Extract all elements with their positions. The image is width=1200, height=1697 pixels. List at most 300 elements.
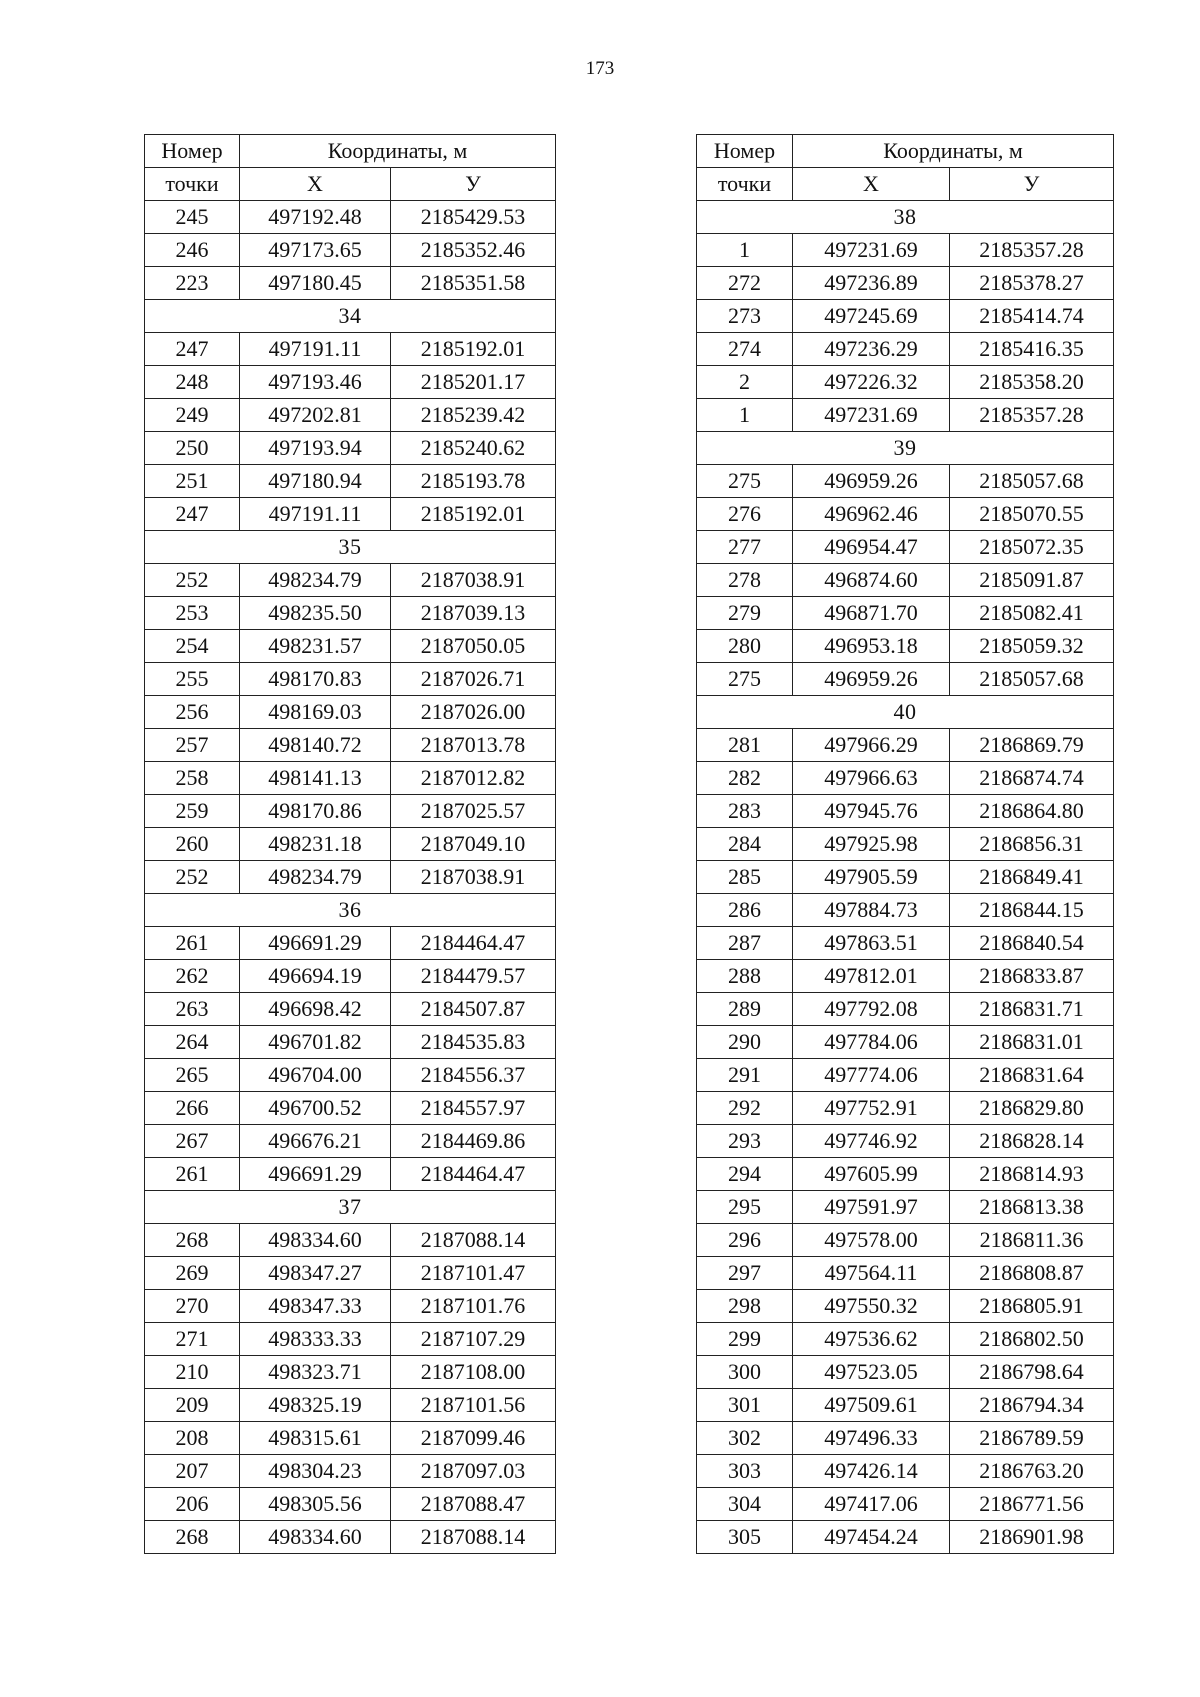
table-row [697,993,1114,1026]
point-number-cell: 271 [145,1323,240,1356]
point-number-cell: 2 [697,366,793,399]
y-cell: 2186829.80 [950,1092,1114,1125]
y-cell: 2186808.87 [950,1257,1114,1290]
x-cell: 497774.06 [793,1059,950,1092]
table-row [697,861,1114,894]
group-row [697,696,1114,729]
x-cell: 497193.46 [240,366,391,399]
table-row [145,861,556,894]
point-number-cell: 281 [697,729,793,762]
y-cell: 2186831.64 [950,1059,1114,1092]
point-number-cell: 302 [697,1422,793,1455]
y-cell: 2187101.76 [391,1290,556,1323]
y-cell: 2186833.87 [950,960,1114,993]
table-row [145,399,556,432]
x-cell: 497496.33 [793,1422,950,1455]
table-row [145,993,556,1026]
point-number-cell: 209 [145,1389,240,1422]
table-row [145,1521,556,1554]
table-row [145,795,556,828]
point-number-cell: 223 [145,267,240,300]
table-row [697,960,1114,993]
table-row [145,696,556,729]
x-cell: 496874.60 [793,564,950,597]
point-number-cell: 268 [145,1521,240,1554]
group-number: 36 [145,894,556,927]
table-row [697,234,1114,267]
table-row [145,201,556,234]
point-number-cell: 285 [697,861,793,894]
point-number-cell: 261 [145,1158,240,1191]
x-cell: 497236.89 [793,267,950,300]
x-cell: 496953.18 [793,630,950,663]
x-cell: 496871.70 [793,597,950,630]
table-row [697,531,1114,564]
y-cell: 2187039.13 [391,597,556,630]
y-cell: 2187088.47 [391,1488,556,1521]
table-row [697,927,1114,960]
point-number-cell: 208 [145,1422,240,1455]
table-row [145,564,556,597]
y-cell: 2187025.57 [391,795,556,828]
point-number-cell: 262 [145,960,240,993]
table-row [145,1092,556,1125]
y-cell: 2185357.28 [950,399,1114,432]
point-number-cell: 257 [145,729,240,762]
point-number-cell: 283 [697,795,793,828]
y-cell: 2185416.35 [950,333,1114,366]
table-row [145,1059,556,1092]
y-cell: 2186814.93 [950,1158,1114,1191]
point-number-cell: 297 [697,1257,793,1290]
x-cell: 496694.19 [240,960,391,993]
table-row [145,267,556,300]
x-cell: 498169.03 [240,696,391,729]
point-number-cell: 265 [145,1059,240,1092]
y-cell: 2186864.80 [950,795,1114,828]
coordinates-table-right [696,134,1114,1554]
point-number-cell: 250 [145,432,240,465]
table-row [145,597,556,630]
y-cell: 2184464.47 [391,1158,556,1191]
y-cell: 2184479.57 [391,960,556,993]
x-cell: 498305.56 [240,1488,391,1521]
y-cell: 2185357.28 [950,234,1114,267]
point-number-cell: 252 [145,564,240,597]
y-cell: 2186813.38 [950,1191,1114,1224]
table-row [697,1521,1114,1554]
group-row [145,894,556,927]
table-row [697,1488,1114,1521]
x-cell: 497945.76 [793,795,950,828]
table-row [697,828,1114,861]
point-number-cell: 276 [697,498,793,531]
table-row [697,1323,1114,1356]
table-row [697,663,1114,696]
x-cell: 497746.92 [793,1125,950,1158]
x-cell: 498234.79 [240,861,391,894]
table-row [145,828,556,861]
table-row [145,1488,556,1521]
x-cell: 496700.52 [240,1092,391,1125]
x-cell: 498231.18 [240,828,391,861]
x-cell: 497812.01 [793,960,950,993]
x-cell: 498141.13 [240,762,391,795]
point-number-cell: 206 [145,1488,240,1521]
point-number-cell: 305 [697,1521,793,1554]
table-row [145,498,556,531]
x-cell: 496959.26 [793,663,950,696]
table-row [697,399,1114,432]
point-number-cell: 300 [697,1356,793,1389]
y-cell: 2186874.74 [950,762,1114,795]
y-cell: 2187107.29 [391,1323,556,1356]
table-row [697,630,1114,663]
y-cell: 2187012.82 [391,762,556,795]
point-number-cell: 266 [145,1092,240,1125]
y-cell: 2186805.91 [950,1290,1114,1323]
table-row [145,1356,556,1389]
x-cell: 497202.81 [240,399,391,432]
y-cell: 2187088.14 [391,1224,556,1257]
group-row [145,300,556,333]
x-cell: 498334.60 [240,1224,391,1257]
point-number-cell: 296 [697,1224,793,1257]
point-number-cell: 210 [145,1356,240,1389]
y-cell: 2184507.87 [391,993,556,1026]
coordinates-header: Координаты, м [793,135,1114,168]
group-number: 37 [145,1191,556,1224]
point-number-header: точки [145,168,240,201]
x-cell: 497523.05 [793,1356,950,1389]
table-row [697,1125,1114,1158]
y-cell: 2186763.20 [950,1455,1114,1488]
y-cell: 2186771.56 [950,1488,1114,1521]
table-row [145,1389,556,1422]
table-row [697,1092,1114,1125]
header-row [697,168,1114,201]
table-row [697,1026,1114,1059]
x-cell: 497591.97 [793,1191,950,1224]
x-cell: 497180.94 [240,465,391,498]
x-cell: 497191.11 [240,333,391,366]
x-cell: 497231.69 [793,234,950,267]
y-cell: 2185239.42 [391,399,556,432]
x-cell: 496691.29 [240,927,391,960]
point-number-cell: 249 [145,399,240,432]
point-number-cell: 246 [145,234,240,267]
y-cell: 2187013.78 [391,729,556,762]
table-row [697,597,1114,630]
y-cell: 2186798.64 [950,1356,1114,1389]
table-row [145,927,556,960]
y-cell: 2185429.53 [391,201,556,234]
x-cell: 496691.29 [240,1158,391,1191]
table-row [697,1455,1114,1488]
table-row [145,1257,556,1290]
x-cell: 498170.86 [240,795,391,828]
table-row [697,300,1114,333]
group-number: 35 [145,531,556,564]
y-cell: 2187088.14 [391,1521,556,1554]
y-cell: 2185070.55 [950,498,1114,531]
point-number-cell: 207 [145,1455,240,1488]
table-row [697,465,1114,498]
x-cell: 498235.50 [240,597,391,630]
table-row [145,762,556,795]
y-cell: 2187026.00 [391,696,556,729]
x-cell: 496962.46 [793,498,950,531]
y-cell: 2186828.14 [950,1125,1114,1158]
point-number-cell: 287 [697,927,793,960]
table-row [145,1125,556,1158]
x-cell: 497236.29 [793,333,950,366]
x-cell: 498347.33 [240,1290,391,1323]
point-number-cell: 273 [697,300,793,333]
point-number-cell: 303 [697,1455,793,1488]
table-row [697,762,1114,795]
point-number-cell: 292 [697,1092,793,1125]
y-cell: 2185082.41 [950,597,1114,630]
point-number-cell: 280 [697,630,793,663]
table-row [145,1422,556,1455]
y-cell: 2185378.27 [950,267,1114,300]
table-row [697,1422,1114,1455]
point-number-cell: 304 [697,1488,793,1521]
x-cell: 498304.23 [240,1455,391,1488]
point-number-cell: 279 [697,597,793,630]
table-row [697,1191,1114,1224]
y-cell: 2185192.01 [391,498,556,531]
y-cell: 2185201.17 [391,366,556,399]
x-cell: 498333.33 [240,1323,391,1356]
y-cell: 2187050.05 [391,630,556,663]
table-row [145,333,556,366]
group-row [145,1191,556,1224]
group-number: 40 [697,696,1114,729]
y-cell: 2186831.01 [950,1026,1114,1059]
x-cell: 497925.98 [793,828,950,861]
table-row [697,267,1114,300]
table-row [145,465,556,498]
table-row [697,1389,1114,1422]
y-cell: 2184469.86 [391,1125,556,1158]
y-cell: 2186901.98 [950,1521,1114,1554]
point-number-cell: 267 [145,1125,240,1158]
point-number-cell: 252 [145,861,240,894]
x-cell: 497454.24 [793,1521,950,1554]
y-cell: 2184556.37 [391,1059,556,1092]
point-number-header: Номер [145,135,240,168]
point-number-cell: 293 [697,1125,793,1158]
x-cell: 497191.11 [240,498,391,531]
point-number-cell: 260 [145,828,240,861]
point-number-header: точки [697,168,793,201]
y-cell: 2186802.50 [950,1323,1114,1356]
header-row [697,135,1114,168]
y-cell: 2186811.36 [950,1224,1114,1257]
table-row [145,1158,556,1191]
point-number-cell: 278 [697,564,793,597]
x-cell: 497192.48 [240,201,391,234]
y-cell: 2187038.91 [391,564,556,597]
y-cell: 2187101.47 [391,1257,556,1290]
x-cell: 497536.62 [793,1323,950,1356]
y-cell: 2184464.47 [391,927,556,960]
y-cell: 2185057.68 [950,663,1114,696]
table-row [697,729,1114,762]
table-row [697,795,1114,828]
point-number-cell: 256 [145,696,240,729]
x-cell: 498347.27 [240,1257,391,1290]
y-cell: 2186849.41 [950,861,1114,894]
x-cell: 498170.83 [240,663,391,696]
point-number-cell: 255 [145,663,240,696]
table-row [145,1455,556,1488]
table-row [145,1290,556,1323]
y-cell: 2185352.46 [391,234,556,267]
x-cell: 496954.47 [793,531,950,564]
y-cell: 2186844.15 [950,894,1114,927]
y-cell: 2187097.03 [391,1455,556,1488]
y-cell: 2187108.00 [391,1356,556,1389]
x-cell: 498140.72 [240,729,391,762]
header-row [145,168,556,201]
y-cell: 2185057.68 [950,465,1114,498]
point-number-cell: 247 [145,498,240,531]
point-number-cell: 286 [697,894,793,927]
y-cell: 2185240.62 [391,432,556,465]
y-cell: 2187038.91 [391,861,556,894]
x-cell: 498315.61 [240,1422,391,1455]
x-cell: 496698.42 [240,993,391,1026]
x-cell: 497426.14 [793,1455,950,1488]
x-cell: 496959.26 [793,465,950,498]
table-row [145,1224,556,1257]
y-cell: 2187101.56 [391,1389,556,1422]
x-cell: 497605.99 [793,1158,950,1191]
x-cell: 496704.00 [240,1059,391,1092]
coordinates-header: Координаты, м [240,135,556,168]
point-number-header: Номер [697,135,793,168]
x-cell: 497180.45 [240,267,391,300]
y-header: У [391,168,556,201]
y-cell: 2186794.34 [950,1389,1114,1422]
x-cell: 497564.11 [793,1257,950,1290]
y-cell: 2185192.01 [391,333,556,366]
table-row [145,1026,556,1059]
x-cell: 497752.91 [793,1092,950,1125]
point-number-cell: 295 [697,1191,793,1224]
point-number-cell: 1 [697,399,793,432]
x-cell: 497226.32 [793,366,950,399]
point-number-cell: 253 [145,597,240,630]
point-number-cell: 301 [697,1389,793,1422]
table-row [697,1158,1114,1191]
table-row [697,1290,1114,1323]
point-number-cell: 299 [697,1323,793,1356]
table-row [697,366,1114,399]
x-header: X [240,168,391,201]
x-cell: 497966.29 [793,729,950,762]
y-cell: 2185193.78 [391,465,556,498]
table-row [145,366,556,399]
table-row [697,1224,1114,1257]
x-cell: 497509.61 [793,1389,950,1422]
point-number-cell: 254 [145,630,240,663]
point-number-cell: 270 [145,1290,240,1323]
x-cell: 497231.69 [793,399,950,432]
x-cell: 497863.51 [793,927,950,960]
point-number-cell: 275 [697,663,793,696]
table-row [697,1356,1114,1389]
table-row [145,663,556,696]
y-cell: 2185414.74 [950,300,1114,333]
y-cell: 2185091.87 [950,564,1114,597]
point-number-cell: 288 [697,960,793,993]
point-number-cell: 275 [697,465,793,498]
x-cell: 497905.59 [793,861,950,894]
x-cell: 497578.00 [793,1224,950,1257]
point-number-cell: 289 [697,993,793,1026]
table-row [697,333,1114,366]
y-cell: 2186856.31 [950,828,1114,861]
group-number: 34 [145,300,556,333]
point-number-cell: 245 [145,201,240,234]
point-number-cell: 274 [697,333,793,366]
point-number-cell: 247 [145,333,240,366]
table-row [145,432,556,465]
y-cell: 2187049.10 [391,828,556,861]
point-number-cell: 294 [697,1158,793,1191]
point-number-cell: 258 [145,762,240,795]
table-body [697,135,1114,1554]
point-number-cell: 290 [697,1026,793,1059]
x-cell: 497417.06 [793,1488,950,1521]
x-cell: 497792.08 [793,993,950,1026]
coordinates-table-left [144,134,556,1554]
point-number-cell: 261 [145,927,240,960]
x-cell: 497193.94 [240,432,391,465]
point-number-cell: 259 [145,795,240,828]
table-row [145,630,556,663]
table-row [145,729,556,762]
table-row [697,564,1114,597]
y-cell: 2186840.54 [950,927,1114,960]
page-number: 173 [585,58,615,79]
table-body [145,135,556,1554]
header-row [145,135,556,168]
point-number-cell: 269 [145,1257,240,1290]
group-number: 39 [697,432,1114,465]
table-row [697,894,1114,927]
point-number-cell: 268 [145,1224,240,1257]
y-cell: 2185059.32 [950,630,1114,663]
x-cell: 498323.71 [240,1356,391,1389]
point-number-cell: 277 [697,531,793,564]
y-cell: 2186831.71 [950,993,1114,1026]
point-number-cell: 282 [697,762,793,795]
x-cell: 498231.57 [240,630,391,663]
point-number-cell: 284 [697,828,793,861]
point-number-cell: 272 [697,267,793,300]
x-cell: 497884.73 [793,894,950,927]
table-row [697,498,1114,531]
group-row [697,432,1114,465]
x-header: X [793,168,950,201]
x-cell: 497173.65 [240,234,391,267]
table-row [145,960,556,993]
